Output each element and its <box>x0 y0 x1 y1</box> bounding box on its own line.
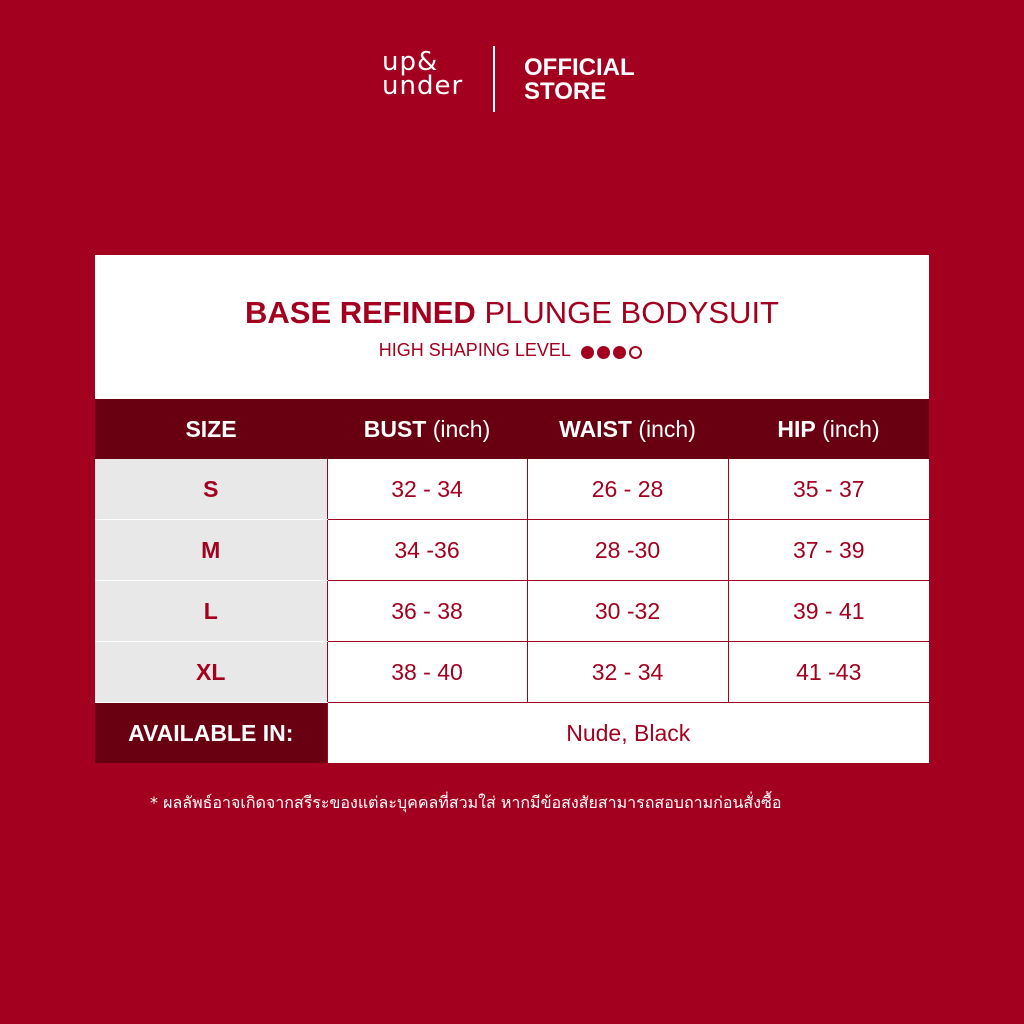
hip-value: 37 - 39 <box>728 520 929 581</box>
available-colors: Nude, Black <box>327 703 929 764</box>
available-in-label: AVAILABLE IN: <box>95 703 327 764</box>
size-label: L <box>95 581 327 642</box>
waist-value: 28 -30 <box>527 520 728 581</box>
shaping-level-indicator <box>581 340 645 362</box>
waist-value: 26 - 28 <box>527 459 728 520</box>
table-header-row <box>95 399 929 459</box>
header-bust: BUST (inch) <box>327 399 527 459</box>
official-store-label <box>524 56 635 104</box>
bust-value: 32 - 34 <box>327 459 527 520</box>
product-title-rest: PLUNGE BODYSUIT <box>484 295 779 330</box>
shaping-level-label: HIGH SHAPING LEVEL <box>378 340 571 360</box>
table-row <box>95 642 929 703</box>
product-title-bold: BASE REFINED <box>245 295 476 330</box>
table-row <box>95 459 929 520</box>
hip-value: 35 - 37 <box>728 459 929 520</box>
size-label: M <box>95 520 327 581</box>
header-waist: WAIST (inch) <box>527 399 728 459</box>
table-row <box>95 581 929 642</box>
bust-value: 34 -36 <box>327 520 527 581</box>
footnote: * ผลลัพธ์อาจเกิดจากสรีระของแต่ละบุคคลที่สวมใส่ หากมีข้อสงสัยสามารถสอบถามก่อนสั่งซื้อ <box>150 793 782 812</box>
filled-dot-icon <box>613 346 626 359</box>
product-title <box>95 295 929 331</box>
header-size: SIZE <box>95 399 327 459</box>
bust-value: 36 - 38 <box>327 581 527 642</box>
available-row <box>95 703 929 764</box>
shaping-level <box>95 339 929 362</box>
header-divider <box>493 46 495 112</box>
size-label: XL <box>95 642 327 703</box>
store-line-1: OFFICIAL <box>524 54 635 81</box>
empty-dot-icon <box>629 346 642 359</box>
logo-line-2: under <box>382 71 464 101</box>
table-row <box>95 520 929 581</box>
waist-value: 30 -32 <box>527 581 728 642</box>
filled-dot-icon <box>581 346 594 359</box>
hip-value: 39 - 41 <box>728 581 929 642</box>
header-hip: HIP (inch) <box>728 399 929 459</box>
hip-value: 41 -43 <box>728 642 929 703</box>
store-line-2: STORE <box>524 78 607 105</box>
brand-logo <box>382 47 472 101</box>
size-chart-card <box>95 255 929 763</box>
waist-value: 32 - 34 <box>527 642 728 703</box>
filled-dot-icon <box>597 346 610 359</box>
bust-value: 38 - 40 <box>327 642 527 703</box>
logo-line-1: up& <box>382 47 439 77</box>
size-label: S <box>95 459 327 520</box>
brand-header <box>0 44 1024 116</box>
size-table <box>95 399 929 763</box>
